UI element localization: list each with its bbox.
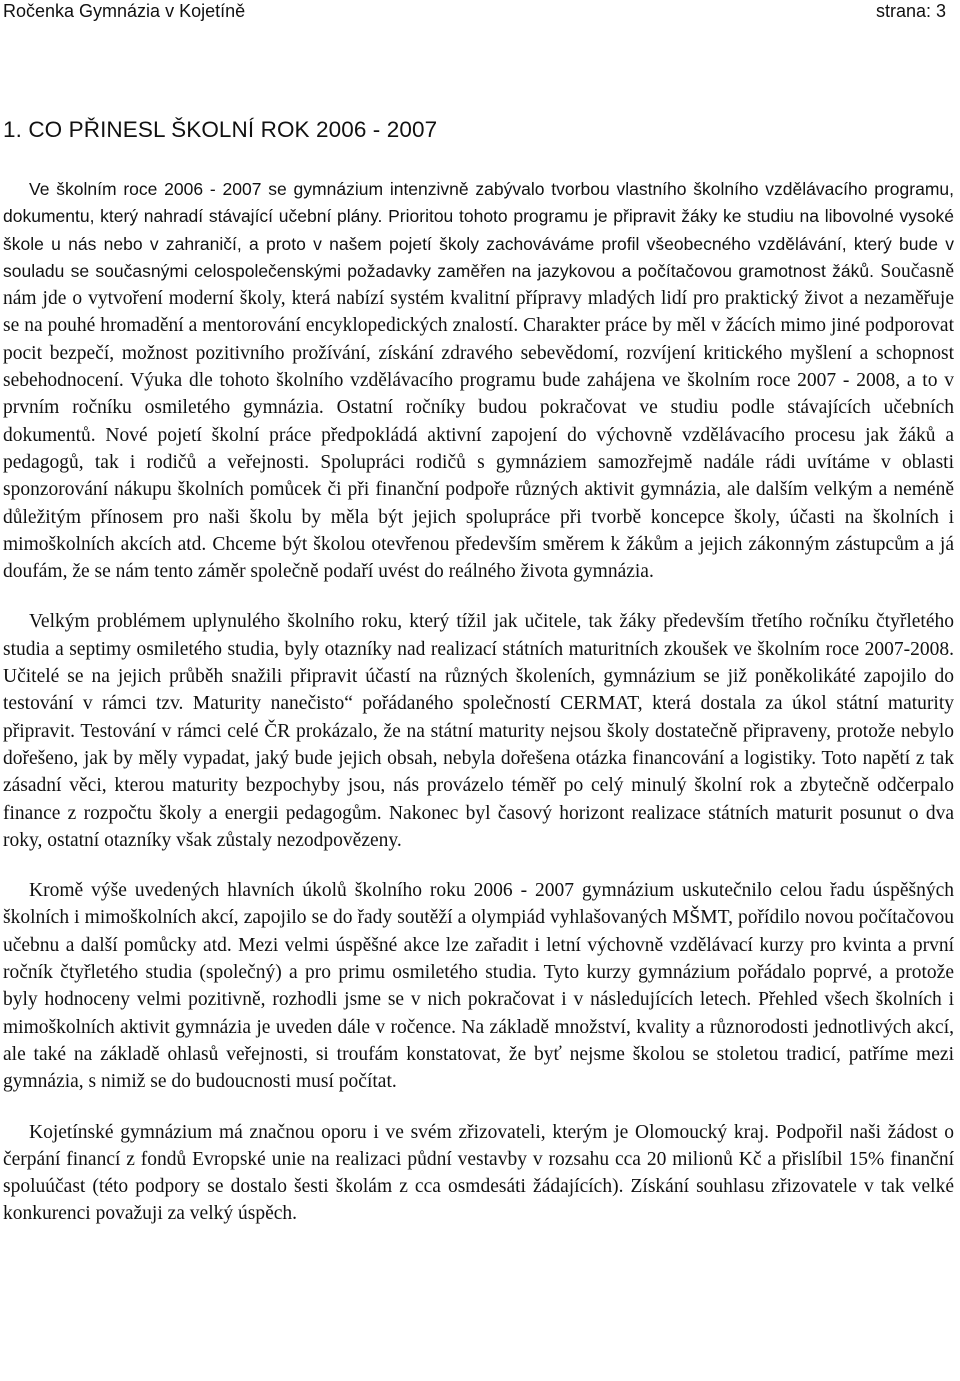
page-header [3,0,946,22]
paragraph-1-serif-part: Současně nám jde o vytvoření moderní školy, která nabízí systém kvalitní přípravy mladých lidí pro praktický život a nezaměřuje se na pouhé hromadění a mentorování encyklopedických znalostí. Charakter práce by měl v žácích mimo jiné podporovat pocit bezpečí, možnost pozitivního prožívání, získání zdravého sebevědomí, rozvíjení kritického myšlení a schopnost sebehodnocení. Výuka dle tohoto školního vzdělávacího programu bude zahájena ve školním roce 2007 - 2008, a to v prvním ročníku osmiletého gymnázia. Ostatní ročníky budou pokračovat ve studiu podle stávajících učebních dokumentů. Nové pojetí školní práce předpokládá aktivní zapojení do výchovně vzdělávacího procesu jak žáků a pedagogů, tak i rodičů a veřejnosti. Spolupráci rodičů s gymnáziem samozřejmě nadále rádi uvítáme v oblasti sponzorování nákupu školních pomůcek či při finanční podpoře různých aktivit gymnázia, ale dalším velkým a neméně důležitým přínosem pro naši školu by měla být jejich spolupráce při tvorbě koncepce školy, účasti na školních i mimoškolních akcích atd. Chceme být školou otevřenou především směrem k žákům a jejich zákonným zástupcům a já doufám, že se nám tento záměr společně podaří uvést do reálného života gymnázia. [3,260,954,583]
paragraph-1 [3,176,954,585]
paragraph-4: Kojetínské gymnázium má značnou oporu i ve svém zřizovateli, kterým je Olomoucký kraj. Podpořil naši žádost o čerpání financí z fondů Evropské unie na realizaci půdní vestavby v rozsahu cca 20 milionů Kč a přislíbil 15% finanční spoluúčast (této podpory se dostalo šesti školám z cca osmdesáti žádajících). Získání souhlasu zřizovatele v tak velké konkurenci považuji za velký úspěch. [3,1121,954,1225]
document-body [3,176,954,1228]
yearbook-title: Ročenka Gymnázia v Kojetíně [3,1,246,21]
page-number: strana: 3 [875,1,946,21]
paragraph-1-sans-part: Ve školním roce 2006 - 2007 se gymnázium intenzivně zabývalo tvorbou vlastního školního vzdělávacího programu, dokumentu, který nahradí stávající učební plány. Prioritou tohoto programu je připravit žáky ke studiu na libovolné vysoké škole u nás nebo v zahraničí, a proto v našem pojetí školy zachováváme profil všeobecného vzdělávání, který bude v souladu se současnými celospolečenskými požadavky zaměřen na jazykovou a počítačovou gramotnost žáků. [3,179,954,281]
paragraph-2: Velkým problémem uplynulého školního roku, který tížil jak učitele, tak žáky především třetího ročníku čtyřletého studia a septimy osmiletého studia, byly otazníky nad realizací státních maturitních zkoušek ve školním roce 2007-2008. Učitelé se na jejich průběh snažili připravit účastí na různých školeních, gymnázium se již poněkolikáté zapojilo do testování v rámci tzv. Maturity nanečisto“ pořádaného společností CERMAT, která dostala za úkol státní maturity připravit. Testování v rámci celé ČR prokázalo, že na státní maturity nejsou školy dostatečně připraveny, protože nebylo dořešeno, jak by měly vypadat, jaký bude jejich obsah, nebyla dořešena otázka financování a logistiky. Toto napětí z tak zásadní věci, kterou maturity bezpochyby jsou, nás provázelo téměř po celý minulý školní rok a zbytečně odčerpalo finance z rozpočtu školy a energii pedagogům. Nakonec byl časový horizont realizace státních maturit posunut o dva roky, ostatní otazníky však zůstaly nezodpovězeny. [3,611,954,851]
section-heading: 1. CO PŘINESL ŠKOLNÍ ROK 2006 - 2007 [3,117,438,142]
paragraph-3: Kromě výše uvedených hlavních úkolů školního roku 2006 - 2007 gymnázium uskutečnilo celou řadu úspěšných školních i mimoškolních akcí, zapojilo se do řady soutěží a olympiád vyhlašovaných MŠMT, pořídilo novou počítačovou učebnu a další pomůcky atd. Mezi velmi úspěšné akce lze zařadit i letní výchovně vzdělávací kurzy pro kvinta a první ročník čtyřletého studia (společný) a pro primu osmiletého studia. Tyto kurzy gymnázium pořádalo poprvé, a protože byly hodnoceny velmi pozitivně, rozhodli jsme se v nich pokračovat i v následujících letech. Přehled všech školních i mimoškolních aktivit gymnázia je uveden dále v ročence. Na základě množství, kvality a různorodosti jednotlivých akcí, ale také na základě ohlasů veřejnosti, si troufám konstatovat, že byť nejsme školou se stoletou tradicí, patříme mezi gymnázia, s nimiž se do budoucnosti musí počítat. [3,880,954,1093]
